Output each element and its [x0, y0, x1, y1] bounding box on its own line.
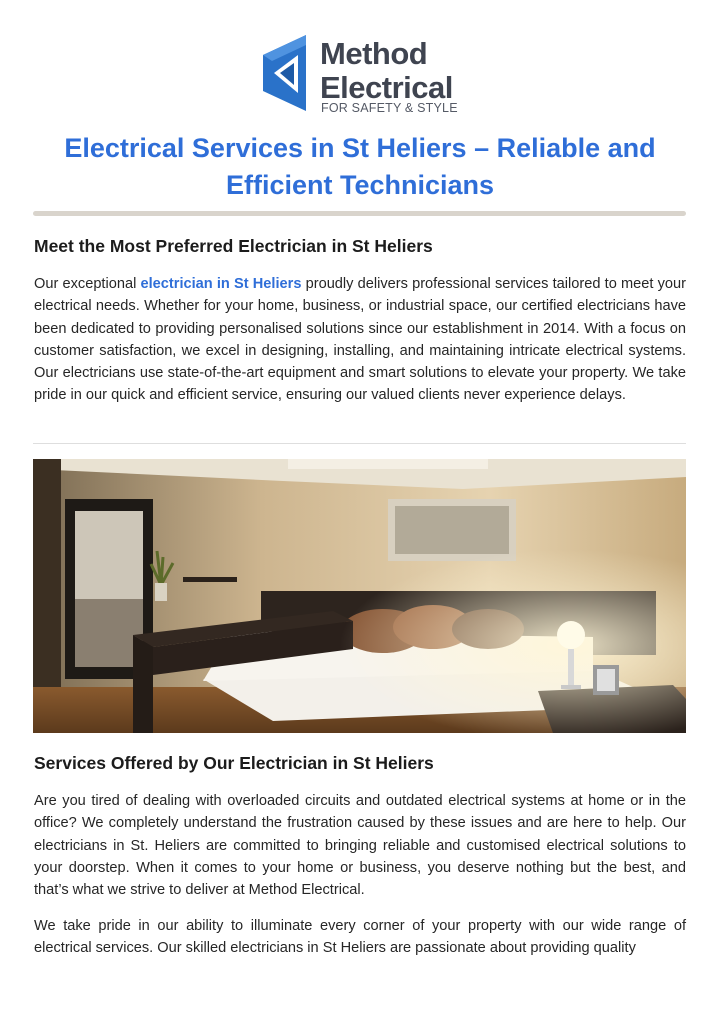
- bedroom-photo: [33, 459, 686, 733]
- logo-word-electrical: Electrical: [320, 70, 453, 105]
- logo-word-method: Method: [320, 36, 428, 71]
- intro-text-rest: proudly delivers professional services tailored to meet your electrical needs. Whether for your home, business, or industrial space, our certified electricians have been dedicated to providing personalised solutions since our establishment in 2014. With a focus on customer satisfaction, we excel in designing, installing, and maintaining intricate electrical systems. Our electricians use state-of-the-art equipment and smart solutions to elevate your property. We take pride in our quick and efficient service, ensuring our valued clients never experience delays.: [34, 276, 686, 404]
- section-paragraph-intro: [34, 273, 686, 407]
- title-underline: [33, 211, 686, 216]
- section-heading-services: Services Offered by Our Electrician in St Heliers: [34, 753, 434, 773]
- page-title: Electrical Services in St Heliers – Reliable and Efficient Technicians: [64, 133, 656, 200]
- section-paragraph-services-2: We take pride in our ability to illuminate every corner of your property with our wide range of electrical services. Our skilled electricians in St Heliers are passionate about providing quality: [34, 918, 686, 957]
- logo-tagline: FOR SAFETY & STYLE: [321, 101, 458, 115]
- logo[interactable]: [258, 33, 468, 115]
- blue-triangle-logo-icon: [258, 33, 318, 113]
- section-heading-meet: Meet the Most Preferred Electrician in St Heliers: [34, 236, 433, 256]
- section-divider: [33, 443, 686, 444]
- section-paragraph-services-1: Are you tired of dealing with overloaded circuits and outdated electrical systems at home or in the office? We completely understand the frustration caused by these issues and are here to help. Our electricians in St. Heliers are committed to bringing reliable and customised electrical solutions to your doorstep. When it comes to your home or business, you deserve nothing but the best, and that’s what we strive to deliver at Method Electrical.: [34, 793, 686, 899]
- electrician-link[interactable]: electrician in St Heliers: [140, 276, 302, 292]
- intro-text-start: Our exceptional: [34, 276, 141, 292]
